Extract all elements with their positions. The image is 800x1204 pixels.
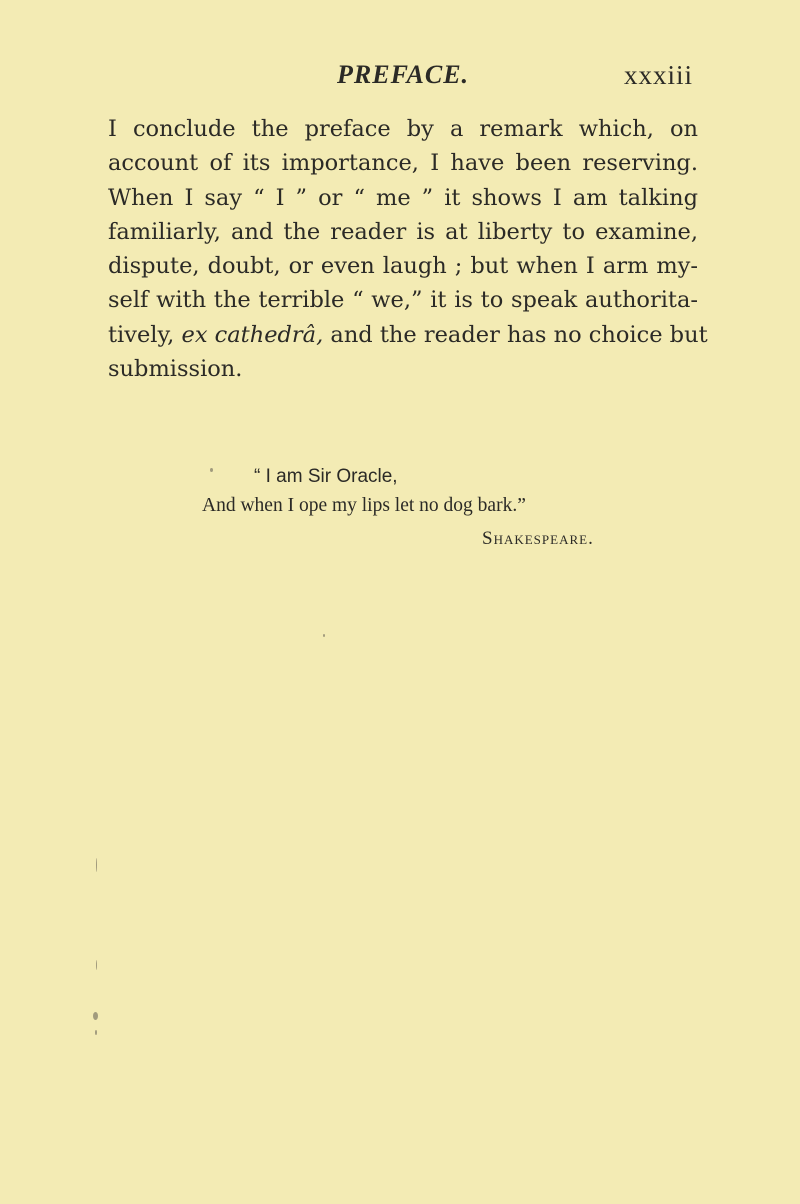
running-head-title: PREFACE.: [337, 60, 470, 89]
paper-speck: [96, 960, 97, 970]
paragraph-line-7-end: and the reader has no choice but: [323, 321, 708, 348]
preface-paragraph: [108, 112, 708, 386]
paper-speck: [323, 634, 325, 637]
quotation-line-2: And when I ope my lips let no dog bark.”: [202, 495, 526, 516]
paper-speck: [210, 468, 213, 472]
quotation-line-1: “ I am Sir Oracle,: [254, 466, 398, 487]
paper-speck: [96, 858, 97, 872]
paragraph-line-7-start: tively,: [108, 321, 182, 348]
paragraph-line-3: When I say “ I ” or “ me ” it shows I am talking: [108, 184, 698, 211]
paragraph-line-6: self with the terrible “ we,” it is to speak authorita-: [108, 287, 698, 314]
latin-phrase: ex cathedrâ,: [181, 321, 324, 348]
paper-speck: [95, 1030, 97, 1035]
paragraph-line-7: [108, 318, 708, 352]
running-head: [0, 60, 800, 96]
paragraph-line-4: familiarly, and the reader is at liberty to examine,: [108, 218, 698, 245]
paragraph-line-2: account of its importance, I have been reserving.: [108, 150, 698, 177]
paragraph-line-8: submission.: [108, 356, 243, 383]
paper-speck: [93, 1012, 98, 1020]
paragraph-line-5: dispute, doubt, or even laugh ; but when I arm my-: [108, 253, 698, 280]
page-number: xxxiii: [624, 60, 694, 90]
quotation-attribution: Shakespeare.: [482, 528, 594, 549]
paragraph-line-1: I conclude the preface by a remark which, on: [108, 116, 698, 142]
